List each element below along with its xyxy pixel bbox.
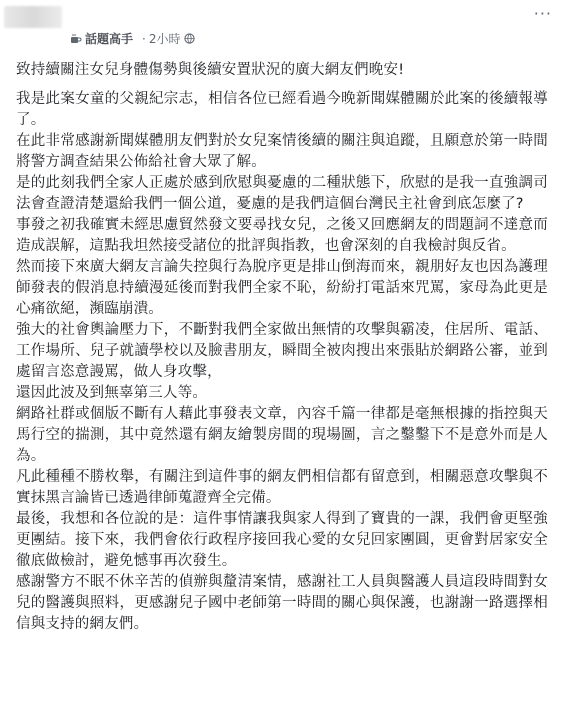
post-paragraph: 還因此波及到無辜第三人等。 <box>16 385 208 401</box>
blurred-author-name[interactable] <box>4 6 62 28</box>
separator-dot: · <box>142 31 146 46</box>
post-header <box>0 0 562 58</box>
post-timestamp[interactable]: 2小時 <box>148 32 181 46</box>
post-paragraph: 網路社群或個版不斷有人藉此事發表文章，內容千篇一律都是毫無根據的指控與天馬行空的揣測，其中竟然還有網友繪製房間的現場圖，言之鑿鑿下不是意外而是人為。 <box>16 406 548 464</box>
coffee-cup-icon <box>70 33 82 45</box>
post-body <box>0 60 562 635</box>
post-paragraph: 強大的社會輿論壓力下，不斷對我們全家做出無情的攻擊與霸凌，住居所、電話、工作場所、兒子就讀學校以及臉書朋友，瞬間全被肉搜出來張貼於網路公審，並到處留言恣意謾罵，做人身攻擊， <box>16 322 548 380</box>
post-paragraph: 我是此案女童的父親紀宗志，相信各位已經看過今晚新聞媒體關於此案的後續報導了。 <box>16 91 548 128</box>
badge-label[interactable]: 話題高手 <box>85 32 134 46</box>
more-options-icon[interactable]: ··· <box>533 4 552 23</box>
post-paragraph: 是的此刻我們全家人正處於感到欣慰與憂慮的二種狀態下，欣慰的是我一直強調司法會查證清楚還給我們一個公道，憂慮的是我們這個台灣民主社會到底怎麼了? <box>16 175 548 212</box>
post-paragraph: 最後，我想和各位說的是：這件事情讓我與家人得到了寶貴的一課，我們會更堅強更團結。接下來，我們會依行政程序接回我心愛的女兒回家團圓，更會對居家安全徹底做檢討，避免憾事再次發生。 <box>16 511 548 569</box>
post-paragraph: 凡此種種不勝枚舉，有關注到這件事的網友們相信都有留意到，相關惡意攻擊與不實抹黑言論皆已透過律師蒐證齊全完備。 <box>16 469 548 506</box>
post-meta <box>70 30 195 47</box>
post-greeting: 致持續關注女兒身體傷勢與後續安置狀況的廣大網友們晚安! <box>16 62 405 78</box>
post-paragraph: 然而接下來廣大網友言論失控與行為脫序更是排山倒海而來，親朋好友也因為護理師發表的假消息持續漫延後而對我們全家不恥，紛紛打電話來咒罵，家母為此更是心痛欲絕，瀕臨崩潰。 <box>16 259 548 317</box>
post-paragraph: 感謝警方不眠不休辛苦的偵辦與釐清案情，感謝社工人員與醫護人員這段時間對女兒的醫護與照料，更感謝兒子國中老師第一時間的關心與保護，也謝謝一路選擇相信與支持的網友們。 <box>16 574 548 632</box>
post-paragraph: 事發之初我確實未經思慮貿然發文要尋找女兒，之後又回應網友的問題詞不達意而造成誤解，這點我坦然接受諸位的批評與指教，也會深刻的自我檢討與反省。 <box>16 217 548 254</box>
globe-icon <box>184 33 195 44</box>
post-paragraph: 在此非常感謝新聞媒體朋友們對於女兒案情後續的關注與追蹤，且願意於第一時間將警方調查結果公佈給社會大眾了解。 <box>16 133 548 170</box>
